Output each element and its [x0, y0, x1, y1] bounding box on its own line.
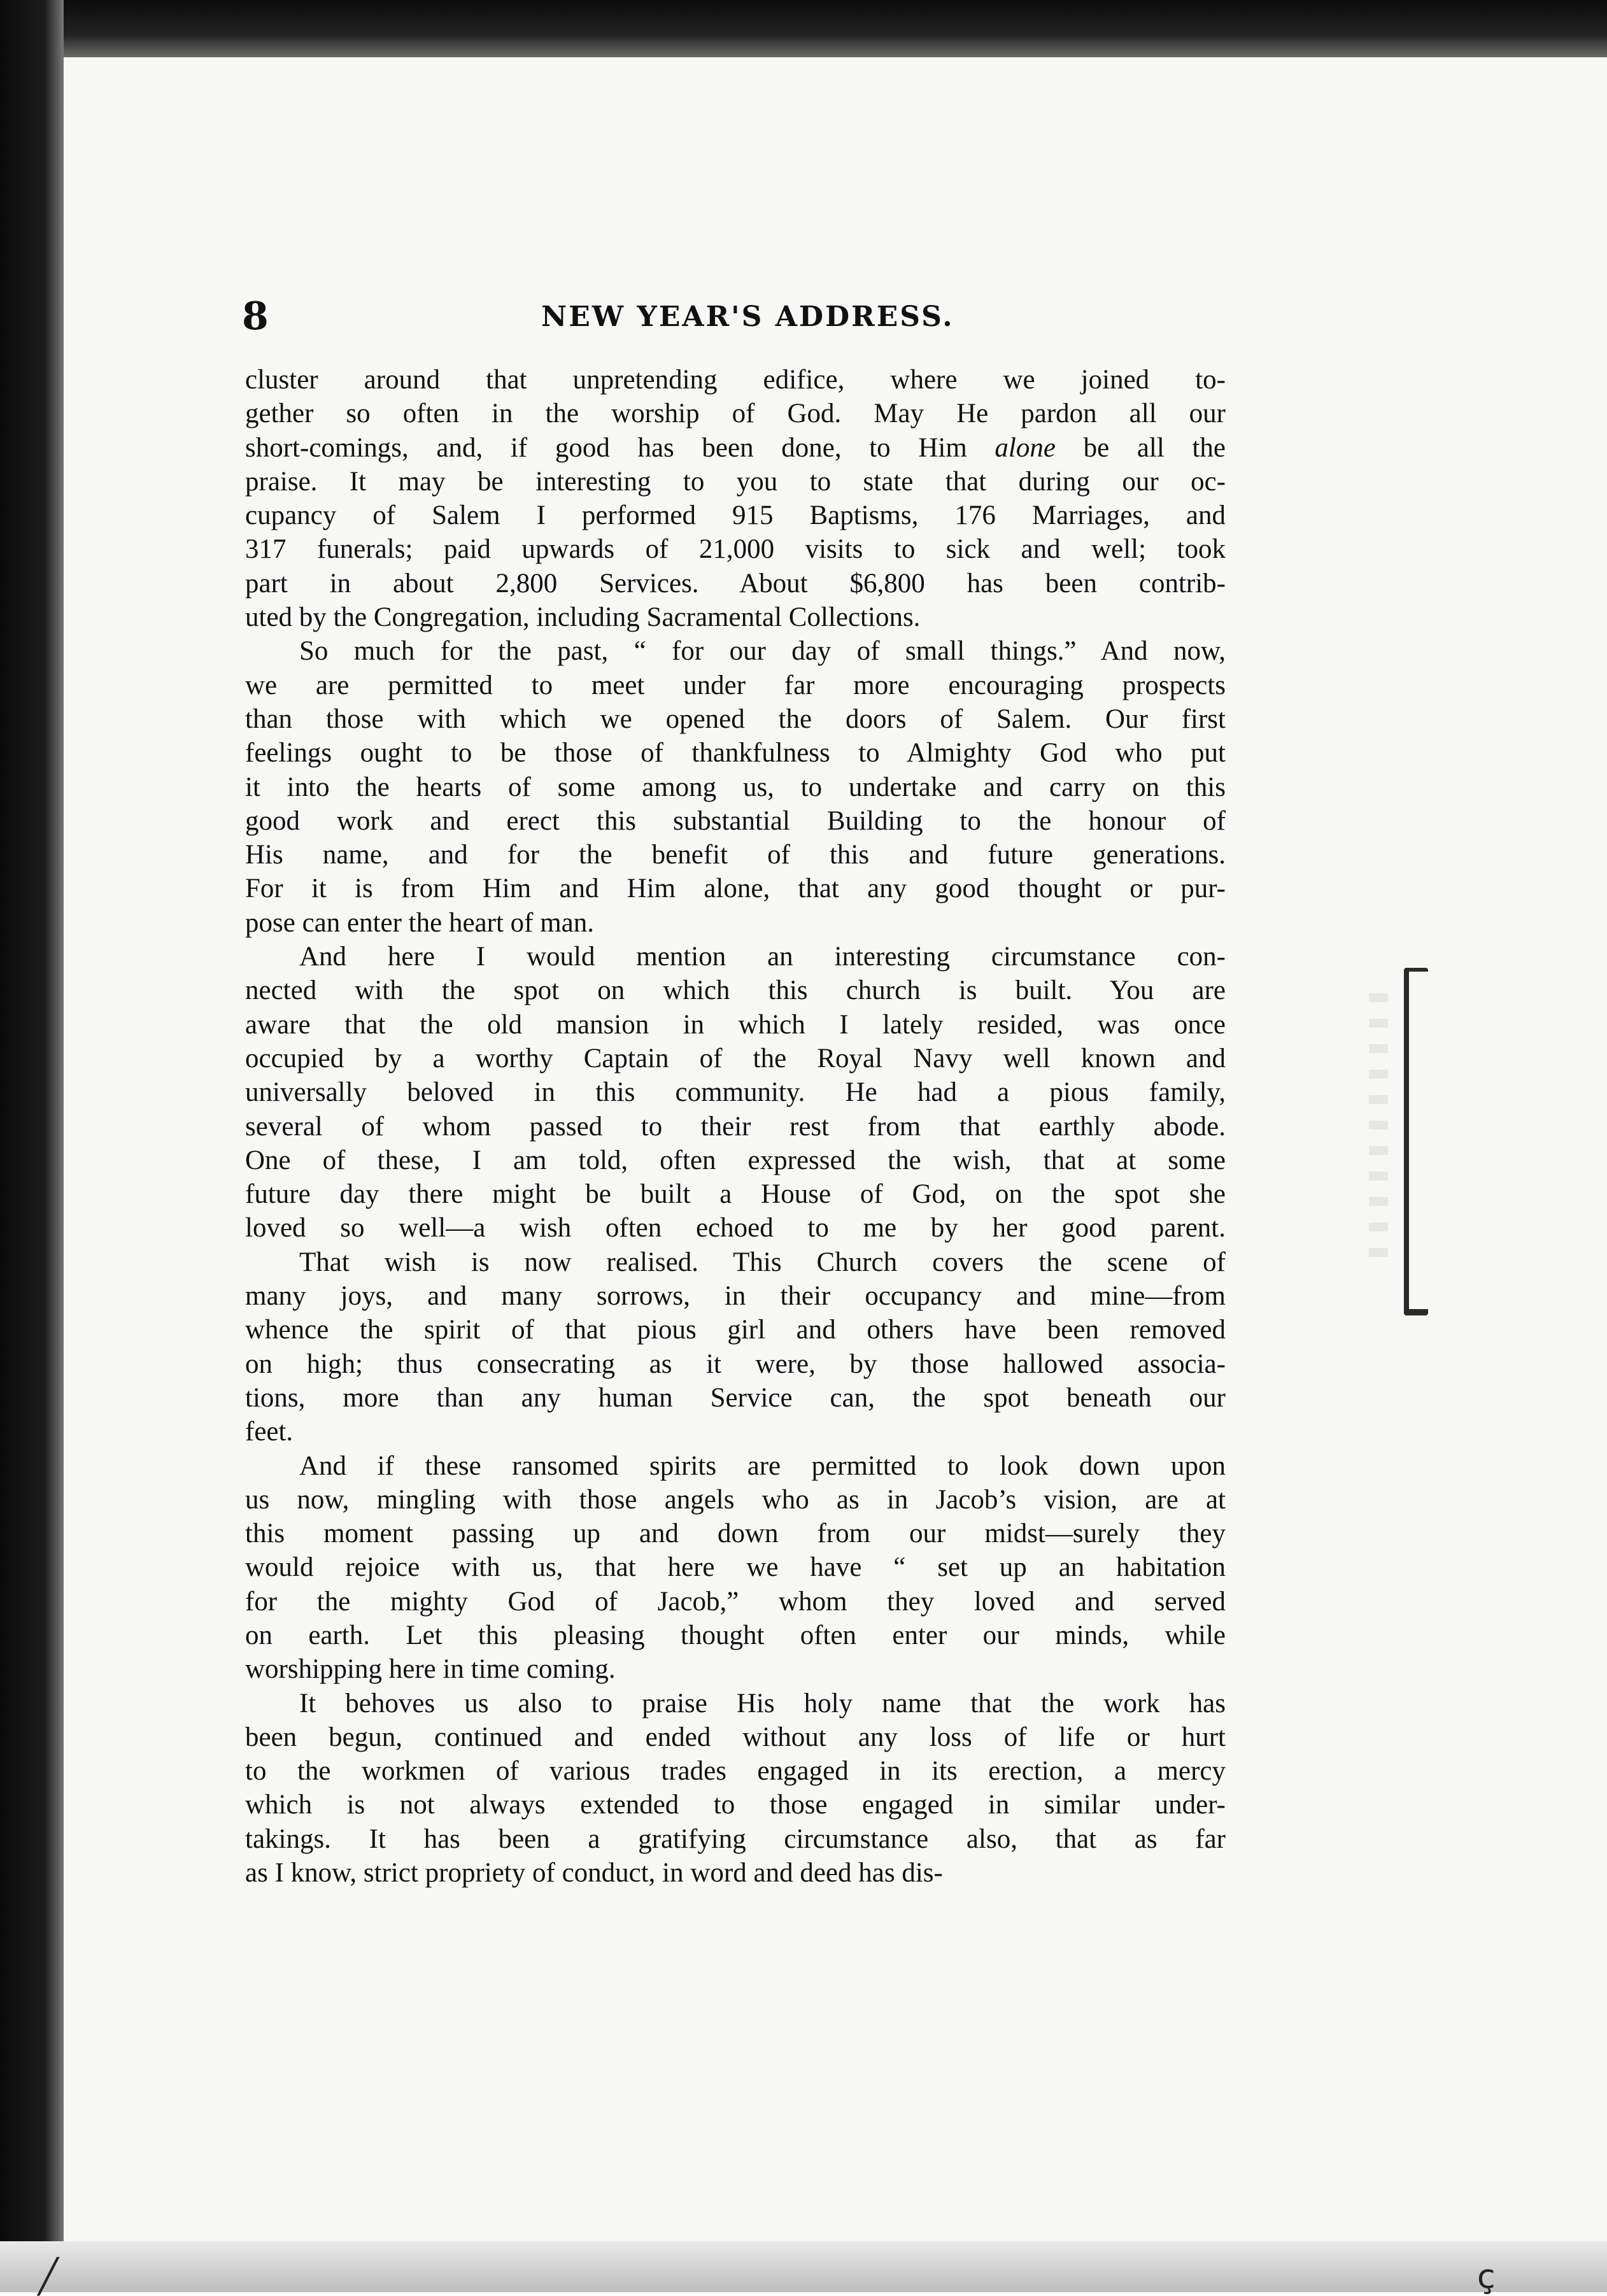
text-line: worshipping here in time coming. — [245, 1654, 616, 1685]
text-line: many joys, and many sorrows, in their occupancy and mine—from — [245, 1281, 1226, 1312]
text-line: been begun, continued and ended without any loss of life or hurt — [245, 1722, 1226, 1752]
text-line: on high; thus consecrating as it were, by those hallowed associa- — [245, 1349, 1226, 1379]
text-line: pose can enter the heart of man. — [245, 907, 594, 938]
running-title: NEW YEAR'S ADDRESS. — [541, 301, 954, 333]
text-line: cluster around that unpretending edifice, where we joined to- — [245, 365, 1226, 395]
text-line: this moment passing up and down from our midst—surely they — [245, 1519, 1226, 1549]
scan-border-left — [0, 0, 64, 2292]
text-line: gether so often in the worship of God. May He pardon all our — [245, 399, 1226, 429]
text-line: 317 funerals; paid upwards of 21,000 visits to sick and well; took — [245, 534, 1226, 565]
scan-mark-bottom-right: ç — [1477, 2258, 1496, 2296]
text-line: it into the hearts of some among us, to undertake and carry on this — [245, 772, 1226, 802]
text-line: universally beloved in this community. He had a pious family, — [245, 1077, 1226, 1108]
body-text — [245, 363, 1226, 1890]
scan-mark-bottom-left: ╱ — [38, 2258, 59, 2296]
text-line: occupied by a worthy Captain of the Royal Navy well known and — [245, 1043, 1226, 1074]
text-line: It behoves us also to praise His holy name that the work has — [299, 1688, 1226, 1718]
text-line: His name, and for the benefit of this and future generations. — [245, 840, 1226, 870]
text-line: So much for the past, “ for our day of small things.” And now, — [299, 636, 1226, 667]
text-line: uted by the Congregation, including Sacramental Collections. — [245, 602, 921, 633]
text-line: And here I would mention an interesting circumstance con- — [299, 942, 1226, 972]
running-header — [242, 294, 1235, 339]
scan-border-top — [0, 0, 1607, 57]
text-line: to the workmen of various trades engaged in its erection, a mercy — [245, 1756, 1226, 1787]
text-line: as I know, strict propriety of conduct, in word and deed has dis- — [245, 1858, 943, 1889]
text-line: cupancy of Salem I performed 915 Baptisms, 176 Marriages, and — [245, 500, 1226, 531]
text-line: nected with the spot on which this church is built. You are — [245, 975, 1226, 1006]
text-line: For it is from Him and Him alone, that any good thought or pur- — [245, 874, 1226, 904]
text-line: part in about 2,800 Services. About $6,800 has been contrib- — [245, 568, 1226, 599]
text-line: than those with which we opened the doors of Salem. Our first — [245, 704, 1226, 734]
text-line: loved so well—a wish often echoed to me by her good parent. — [245, 1213, 1226, 1244]
text-line: feelings ought to be those of thankfulness to Almighty God who put — [245, 738, 1226, 769]
text-line: One of these, I am told, often expressed the wish, that at some — [245, 1145, 1226, 1175]
text-line: praise. It may be interesting to you to state that during our oc- — [245, 466, 1226, 497]
text-line: tions, more than any human Service can, the spot beneath our — [245, 1382, 1226, 1413]
text-line: on earth. Let this pleasing thought often enter our minds, while — [245, 1620, 1226, 1650]
text-line: for the mighty God of Jacob,” whom they loved and served — [245, 1586, 1226, 1617]
text-line: which is not always extended to those engaged in similar under- — [245, 1790, 1226, 1820]
text-line: takings. It has been a gratifying circumstance also, that as far — [245, 1824, 1226, 1854]
text-line: would rejoice with us, that here we have “ set up an habitation — [245, 1552, 1226, 1583]
text-line: short-comings, and, if good has been done, to Him alone be all the — [245, 432, 1226, 463]
text-line: we are permitted to meet under far more encouraging prospects — [245, 670, 1226, 700]
text-line: aware that the old mansion in which I lately resided, was once — [245, 1009, 1226, 1040]
text-line: us now, mingling with those angels who as in Jacob’s vision, are at — [245, 1484, 1226, 1515]
bleed-through-shadow — [1369, 993, 1388, 1261]
text-line: whence the spirit of that pious girl and others have been removed — [245, 1315, 1226, 1345]
scan-border-bottom — [0, 2241, 1607, 2292]
text-line: feet. — [245, 1417, 294, 1447]
text-line: several of whom passed to their rest from that earthly abode. — [245, 1111, 1226, 1142]
text-line: good work and erect this substantial Building to the honour of — [245, 805, 1226, 836]
binding-clip — [1404, 968, 1428, 1315]
text-line: future day there might be built a House of God, on the spot she — [245, 1179, 1226, 1210]
text-line: And if these ransomed spirits are permitted to look down upon — [299, 1450, 1226, 1481]
text-line: That wish is now realised. This Church covers the scene of — [299, 1247, 1226, 1277]
page-number: 8 — [242, 294, 269, 339]
